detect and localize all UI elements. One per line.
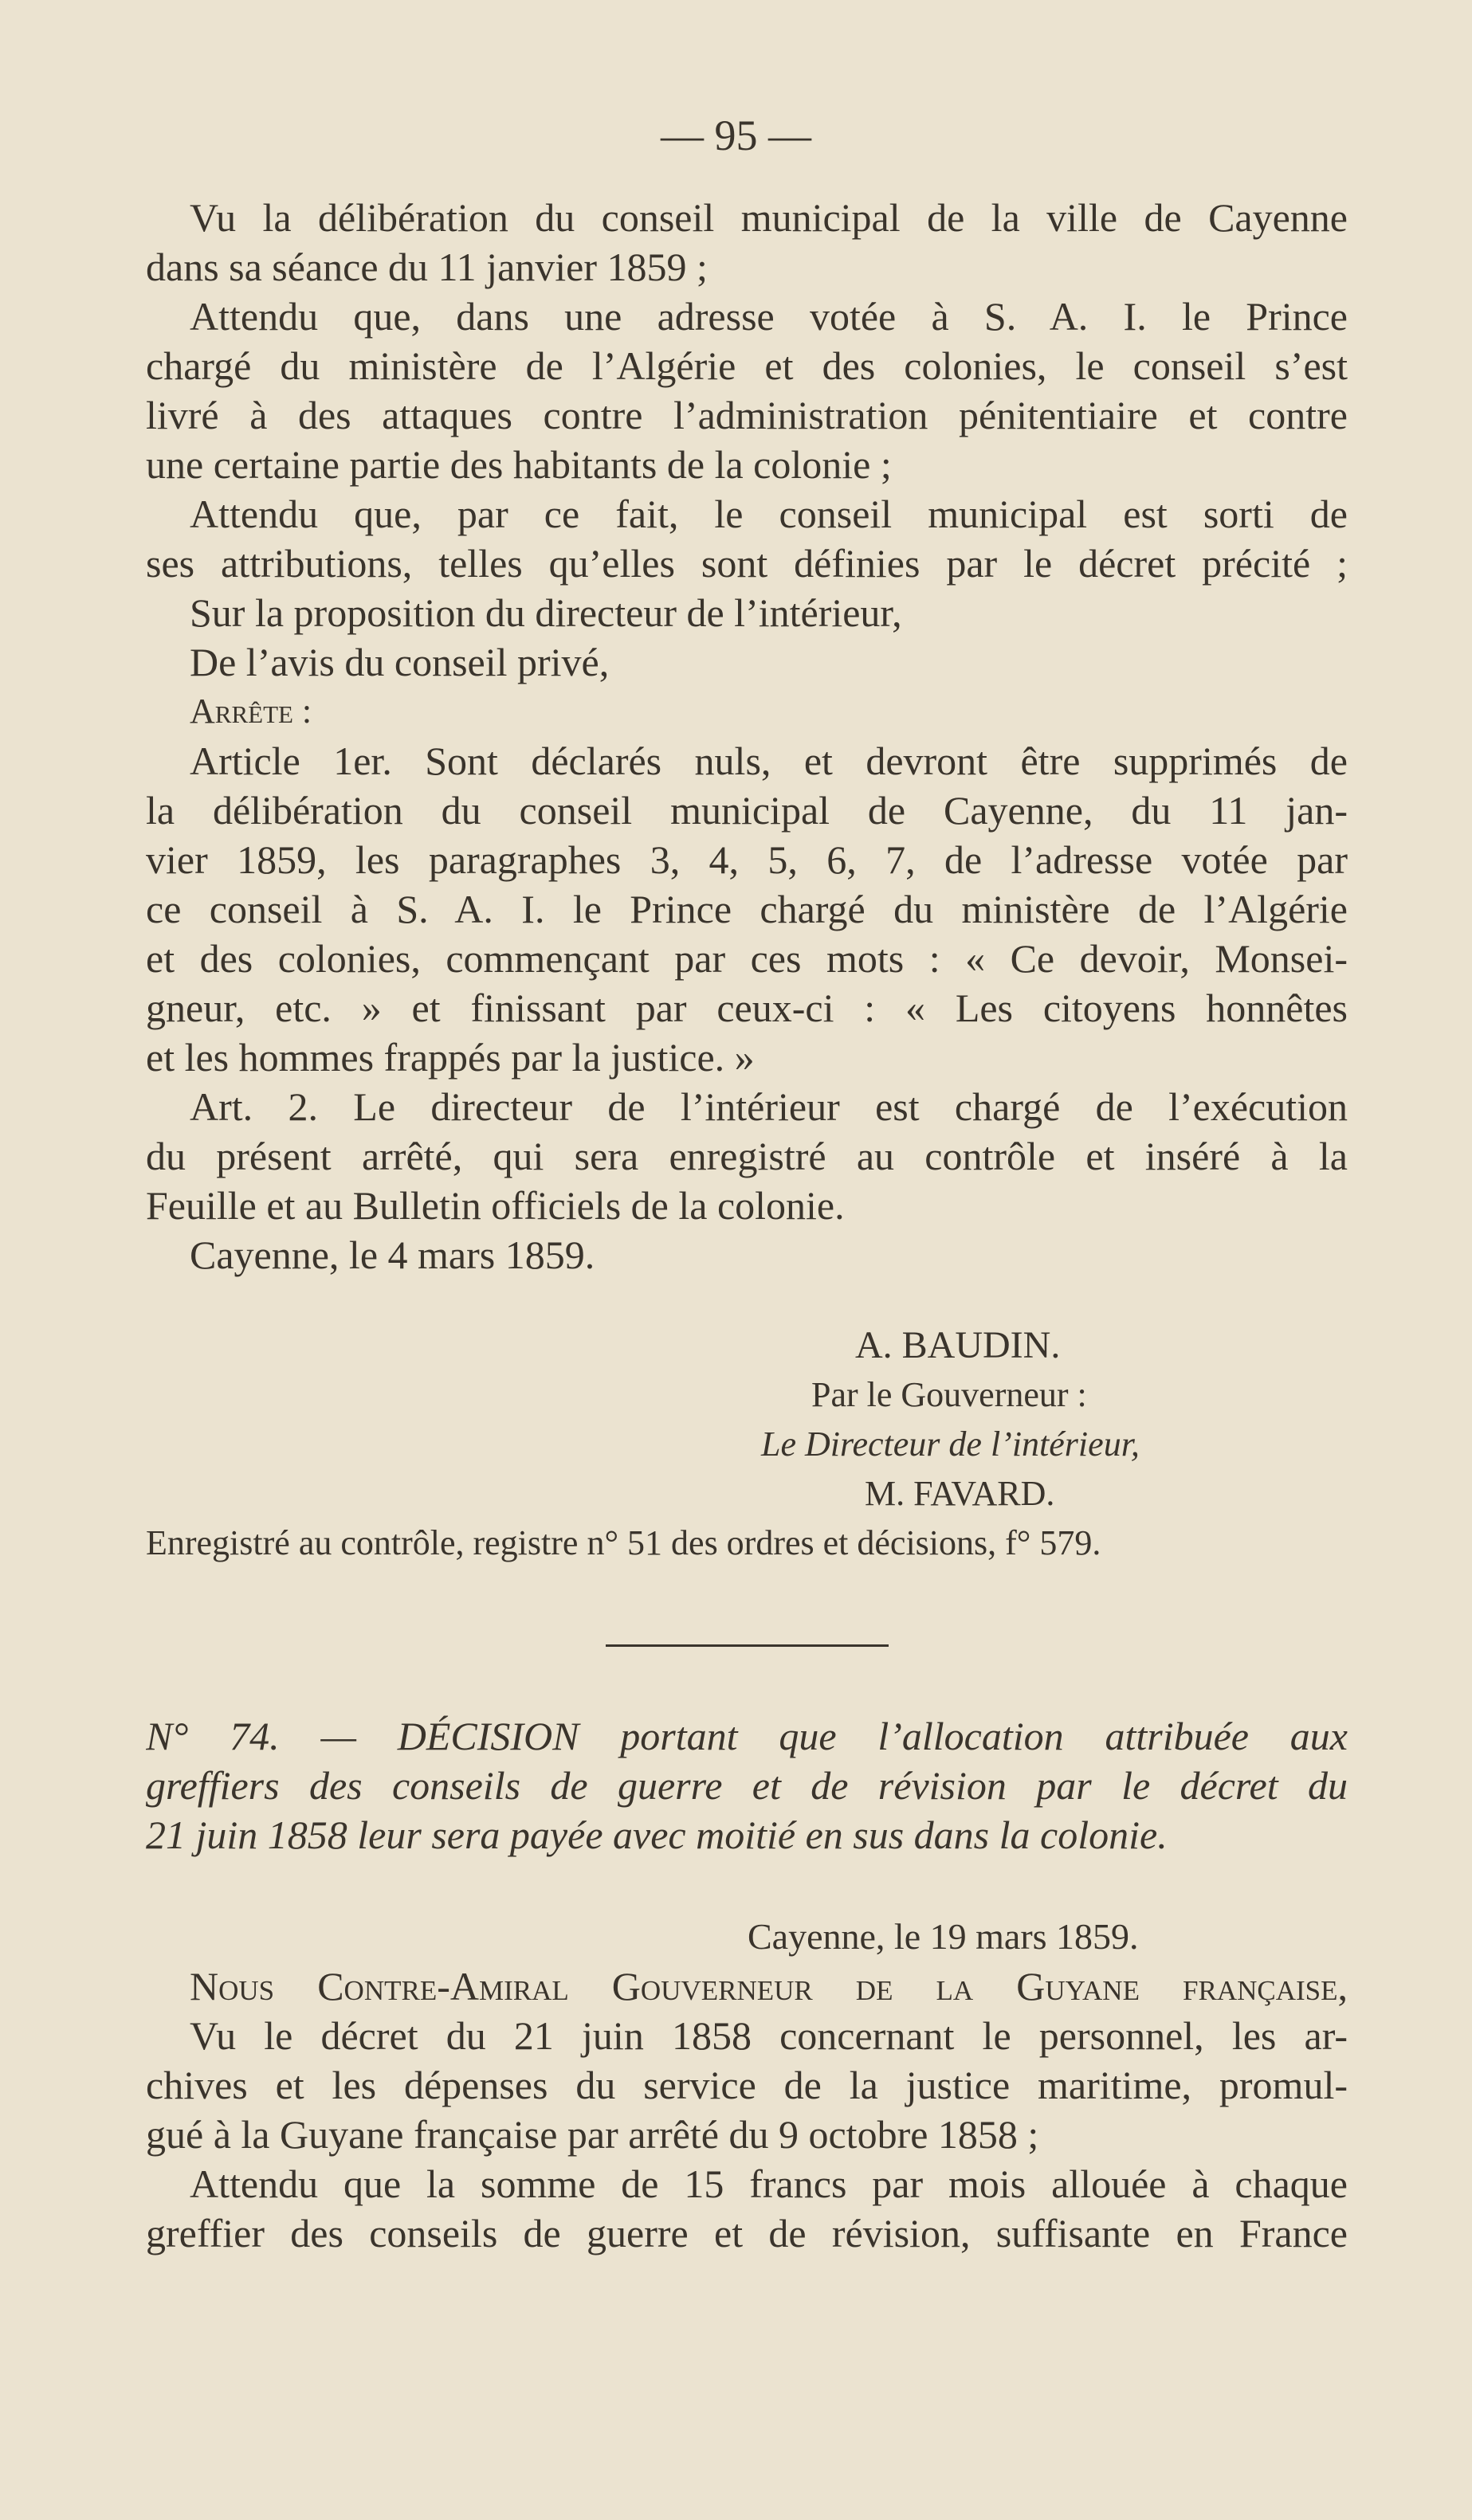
nous-line: Nous Contre-Amiral Gouverneur de la Guyane française, xyxy=(190,1964,1348,2009)
text-line: ses attributions, telles qu’elles sont définies par le décret précité ; xyxy=(146,541,1348,586)
decision-text xyxy=(146,1912,1348,2258)
signature: A. BAUDIN. xyxy=(855,1324,1061,1366)
text-line: livré à des attaques contre l’administration pénitentiaire et contre xyxy=(146,393,1348,437)
text-line: dans sa séance du 11 janvier 1859 ; xyxy=(146,245,708,289)
text-line: Sur la proposition du directeur de l’intérieur, xyxy=(190,590,902,635)
date-line: Cayenne, le 19 mars 1859. xyxy=(748,1916,1139,1957)
text-line: du présent arrêté, qui sera enregistré au contrôle et inséré à la xyxy=(146,1134,1348,1178)
text-line: chargé du ministère de l’Algérie et des colonies, le conseil s’est xyxy=(146,343,1348,388)
text-line: vier 1859, les paragraphes 3, 4, 5, 6, 7, de l’adresse votée par xyxy=(146,837,1348,882)
text-line: ce conseil à S. A. I. le Prince chargé du ministère de l’Algérie xyxy=(146,887,1348,931)
heading-line: N° 74. — DÉCISION portant que l’allocation attribuée aux xyxy=(146,1714,1348,1758)
arrete-text xyxy=(146,193,1348,1280)
text-line: gué à la Guyane française par arrêté du 9 octobre 1858 ; xyxy=(146,2112,1039,2157)
text-line: Art. 2. Le directeur de l’intérieur est chargé de l’exécution xyxy=(190,1084,1348,1129)
page-number: — 95 — xyxy=(661,112,811,159)
signature-block xyxy=(146,1321,1348,1568)
text-line: greffier des conseils de guerre et de révision, suffisante en France xyxy=(146,2211,1348,2255)
text-line: Vu la délibération du conseil municipal de la ville de Cayenne xyxy=(190,195,1348,240)
registration-line: Enregistré au contrôle, registre n° 51 des ordres et décisions, f° 579. xyxy=(146,1523,1101,1562)
par-gouverneur: Par le Gouverneur : xyxy=(811,1375,1087,1414)
text-line: Attendu que, par ce fait, le conseil municipal est sorti de xyxy=(190,492,1348,536)
text-line: et des colonies, commençant par ces mots : « Ce devoir, Monsei- xyxy=(146,936,1348,981)
directeur-title: Le Directeur de l’intérieur, xyxy=(761,1425,1140,1464)
text-line: la délibération du conseil municipal de Cayenne, du 11 jan- xyxy=(146,788,1348,833)
directeur-name: M. FAVARD. xyxy=(865,1474,1055,1513)
text-line: une certaine partie des habitants de la colonie ; xyxy=(146,442,892,487)
text-line: Attendu que, dans une adresse votée à S. A. I. le Prince xyxy=(190,294,1348,339)
text-line: et les hommes frappés par la justice. » xyxy=(146,1035,755,1080)
text-line: Article 1er. Sont déclarés nuls, et devront être supprimés de xyxy=(190,739,1348,783)
text-line: chives et les dépenses du service de la justice maritime, promul- xyxy=(146,2063,1348,2107)
heading-line: greffiers des conseils de guerre et de révision par le décret du xyxy=(146,1763,1348,1808)
arrete-heading: Arrête : xyxy=(190,692,312,731)
date-line: Cayenne, le 4 mars 1859. xyxy=(190,1233,595,1277)
text-line: De l’avis du conseil privé, xyxy=(190,640,610,684)
text-line: gneur, etc. » et finissant par ceux-ci : « Les citoyens honnêtes xyxy=(146,986,1348,1030)
separator-rule xyxy=(606,1644,889,1647)
text-line: Vu le décret du 21 juin 1858 concernant le personnel, les ar- xyxy=(190,2013,1348,2058)
decision-heading xyxy=(146,1711,1348,1860)
text-line: Attendu que la somme de 15 francs par mois allouée à chaque xyxy=(190,2161,1348,2206)
heading-line: 21 juin 1858 leur sera payée avec moitié en sus dans la colonie. xyxy=(146,1813,1168,1857)
text-line: Feuille et au Bulletin officiels de la colonie. xyxy=(146,1183,845,1228)
